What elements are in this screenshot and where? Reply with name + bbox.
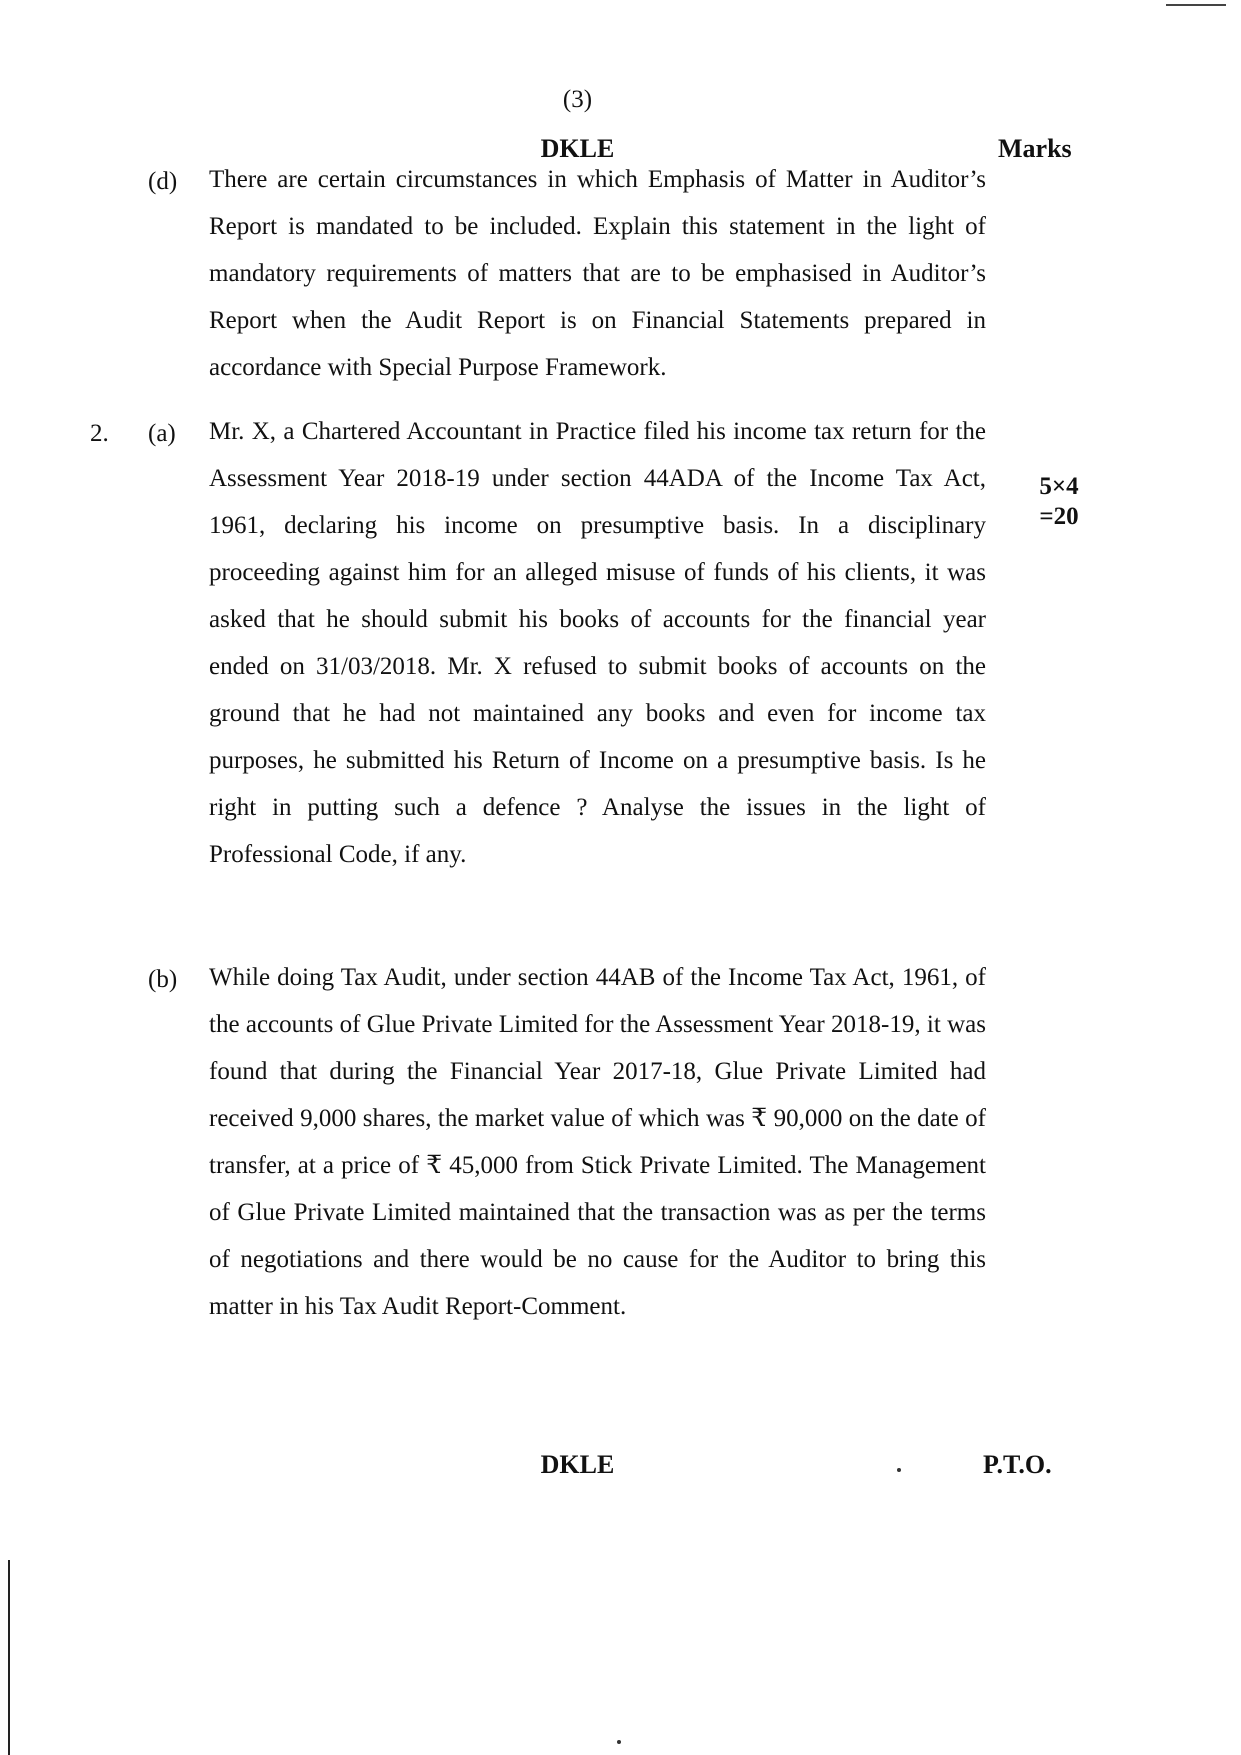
footer-paper-code: DKLE [540, 1450, 615, 1479]
question-1d-label: (d) [148, 168, 178, 195]
footer-please-turn-over: P.T.O. [983, 1450, 1052, 1479]
question-2-number: 2. [90, 420, 109, 447]
scan-edge-line [8, 1560, 10, 1755]
scan-dot [897, 1468, 901, 1472]
scan-edge-mark [1166, 4, 1226, 6]
question-2b-label: (b) [148, 966, 178, 993]
marks-column-heading: Marks [998, 134, 1072, 163]
question-2-marks: 5×4 =20 [1039, 473, 1079, 530]
header-paper-code: DKLE [540, 134, 615, 163]
question-1d-text: There are certain circumstances in which Emphasis of Matter in Auditor’s Report is mandated to be included. Explain this statement in the light of mandatory requirements of matters that are to be emphasised in Auditor’s Report when the Audit Report is on Financial Statements prepared in accordance with Special Purpose Framework. [209, 166, 986, 381]
question-2a-label: (a) [148, 420, 176, 447]
question-2b-text: While doing Tax Audit, under section 44AB of the Income Tax Act, 1961, of the accounts of Glue Private Limited for the Assessment Year 2018-19, it was found that during the Financial Year 2017-18, Glue Private Limited had received 9,000 shares, the market value of which was ₹ 90,000 on the date of transfer, at a price of ₹ 45,000 from Stick Private Limited. The Management of Glue Private Limited maintained that the transaction was as per the terms of negotiations and there would be no cause for the Auditor to bring this matter in his Tax Audit Report-Comment. [209, 964, 986, 1320]
page-number: (3) [562, 86, 593, 113]
question-2a-text: Mr. X, a Chartered Accountant in Practice filed his income tax return for the Assessment Year 2018-19 under section 44ADA of the Income Tax Act, 1961, declaring his income on presumptive basis. In a disciplinary proceeding against him for an alleged misuse of funds of his clients, it was asked that he should submit his books of accounts for the financial year ended on 31/03/2018. Mr. X refused to submit books of accounts on the ground that he had not maintained any books and even for income tax purposes, he submitted his Return of Income on a presumptive basis. Is he right in putting such a defence ? Analyse the issues in the light of Professional Code, if any. [209, 418, 986, 868]
scan-dot [617, 1740, 621, 1744]
